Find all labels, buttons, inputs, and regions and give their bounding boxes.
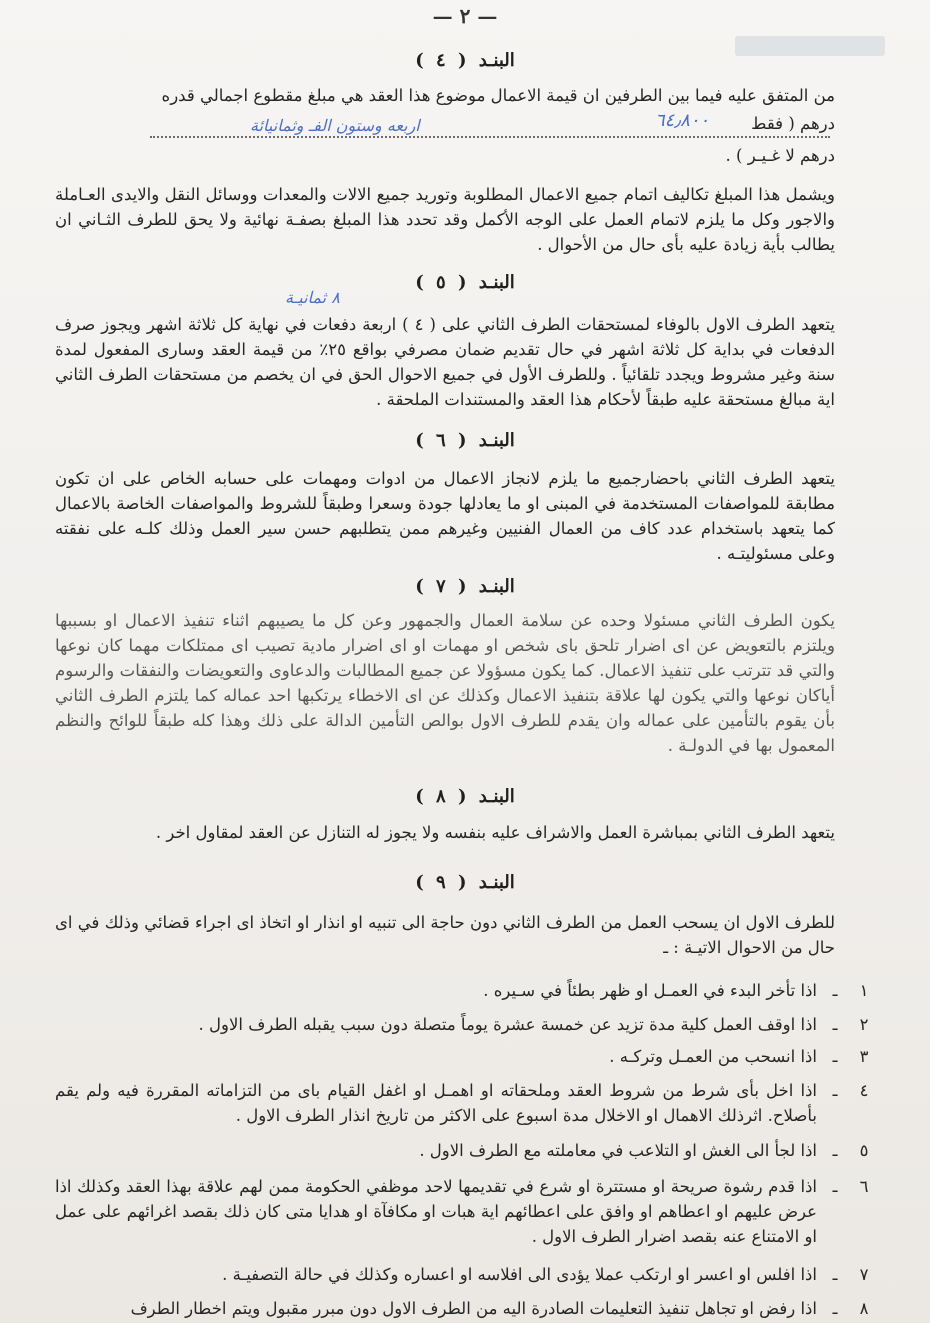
amount-dotted-rule (150, 136, 830, 138)
list-item-text: اذا افلس او اعسر او ارتكب عملا يؤدى الى افلاسه او اعساره وكذلك في حالة التصفيـة . (222, 1265, 817, 1284)
list-item-dash: ـ (832, 1081, 838, 1100)
list-item-number: ٣ (859, 1047, 869, 1066)
list-item-number: ٢ (859, 1015, 869, 1034)
list-item-dash: ـ (832, 1141, 838, 1160)
list-item-dash: ـ (832, 1299, 838, 1318)
list-item (55, 978, 875, 1003)
clause-6-paragraph: يتعهد الطرف الثاني باحضارجميع ما يلزم لانجاز الاعمال من ادوات ومهمات على حسابه الخاص على ان تكون مطابقة للمواصفات المستخدمة في المبنى او ما يعادلها جودة وسعرا وطبقاً للشروط والمواصفات الخاصة بالاعمال كما يتعهد باستخدام عدد كاف من العمال الفنيين وغيرهم ممن يتطلبهم حسن سير العمل وذلك كلـه على نفقته وعلى مسئوليتـه . (55, 469, 835, 563)
clause-4-heading: البنـد ( ٤ ) (415, 50, 515, 71)
list-item-text: اذا تأخر البدء في العمـل او ظهر بطئاً في سـيره . (483, 981, 817, 1000)
list-item (55, 1078, 875, 1128)
list-item (55, 1296, 875, 1321)
clause-5-paragraph: يتعهد الطرف الاول بالوفاء لمستحقات الطرف الثاني على ( ٤ ) اربعة دفعات في نهاية كل ثلاثة اشهر ويجوز صرف الدفعات في بداية كل ثلاثة اشهر في حال تقديم ضمان مصرفي بواقع ٢٥٪ من قيمة العقد وسارى المفعول لمدة سنة وغير مشروط ويجدد تلقائياً . وللطرف الأول في جميع الاحوال الحق في ان يخصم من مستحقات الطرف الثاني اية مبالغ مستحقة عليه طبقاً لأحكام هذا العقد والمستندات الملحقة . (55, 315, 835, 409)
clause-5-heading: البنـد ( ٥ ) (415, 272, 515, 293)
clause-6-heading: البنـد ( ٦ ) (415, 430, 515, 451)
list-item-number: ٧ (859, 1265, 869, 1284)
page-number: — ٢ — (432, 4, 498, 28)
clause-9-heading: البنـد ( ٩ ) (415, 872, 515, 893)
clause-8-heading: البنـد ( ٨ ) (415, 786, 515, 807)
list-item-number: ٦ (859, 1177, 869, 1196)
currency-label: درهم ( فقط (751, 114, 835, 133)
list-item-text: اذا قدم رشوة صريحة او مستترة او شرع في تقديمها لاحد موظفي الحكومة ممن لهم علاقة بهذا العقد وكذلك اذا عرض عليهم او اعطاهم او وافق على اعطائهم اية هبات او مكافآة او هدايا متى كان ذلك بقصد اغرائهم على عمل او الامتناع عنه بقصد اضرار الطرف الاول . (55, 1177, 817, 1246)
list-item-number: ٨ (859, 1299, 869, 1318)
list-item-dash: ـ (832, 1047, 838, 1066)
amount-digits-handwritten: ٦٤٫٨٠٠ (655, 110, 710, 131)
list-item-dash: ـ (832, 981, 838, 1000)
handwritten-correction: ٨ ثمانيـة (285, 288, 340, 307)
list-item-text: اذا انسحب من العمـل وتركـه . (609, 1047, 817, 1066)
list-item-dash: ـ (832, 1265, 838, 1284)
list-item-number: ٤ (859, 1081, 869, 1100)
clause-8-paragraph: يتعهد الطرف الثاني بمباشرة العمل والاشراف عليه بنفسه ولا يجوز له التنازل عن العقد لمقاول اخر . (155, 823, 835, 842)
list-item (55, 1138, 875, 1163)
clause-4-paragraph: ويشمل هذا المبلغ تكاليف اتمام جميع الاعمال المطلوبة وتوريد جميع الالات والمعدات ووسائل النقل والايدى العـاملة والاجور وكل ما يلزم لاتمام العمل على الوجه الأكمل وقد تحدد هذا المبلغ بصفـة نهائية ولا يحق للطرف الثـاني ان يطالب بأية زيادة عليه بأى حال من الأحوال . (55, 185, 835, 254)
list-item-dash: ـ (832, 1177, 838, 1196)
clause-4-line-1: من المتفق عليه فيما بين الطرفين ان قيمة الاعمال موضوع هذا العقد هي مبلغ مقطوع اجمالي قدره (161, 86, 835, 105)
clause-7-heading: البنـد ( ٧ ) (415, 576, 515, 597)
clause-4-line-3: درهم لا غـيـر ) . (725, 146, 835, 165)
clause-9-intro: للطرف الاول ان يسحب العمل من الطرف الثاني دون حاجة الى تنبيه او انذار او اتخاذ اى اجراء قضائي وذلك في اى حال من الاحوال الاتيـة : ـ (55, 913, 835, 957)
list-item (55, 1044, 875, 1069)
list-item (55, 1174, 875, 1249)
list-item-text: اذا اخل بأى شرط من شروط العقد وملحقاته او اهمـل او اغفل القيام باى من التزاماته المقررة فيه ولم يقم بأصلاح. اثرذلك الاهمال او الاخلال مدة اسبوع على الاكثر من تاريخ انذار الطرف الاول . (55, 1081, 817, 1125)
amount-written-handwritten: اربعه وستون الفـ وثمانيائة (250, 116, 420, 135)
list-item (55, 1262, 875, 1287)
list-item (55, 1012, 875, 1037)
list-item-text: اذا اوقف العمل كلية مدة تزيد عن خمسة عشرة يوماً متصلة دون سبب يقبله الطرف الاول . (198, 1015, 817, 1034)
clause-7-paragraph: يكون الطرف الثاني مسئولا وحده عن سلامة العمال والجمهور وعن كل ما يصيبهم اثناء تنفيذ الاعمال او بسببها ويلتزم بالتعويض عن اى اضرار تلحق باى شخص او مهمات او اى اضرار مادية تصيب اى ممتلكات مهما كان نوعها والتي قد تترتب على تنفيذ الاعمال. كما يكون مسؤولا عن جميع المطالبات والدعاوى والتعويضات والنفقات والرسوم أياكان نوعها والتي يكون لها علاقة بتنفيذ الاعمال وكذلك عن اى الاخطاء يرتكبها احد عماله كما يلتزم الطرف الثاني بأن يقوم بالتأمين على عماله وان يقدم للطرف الاول بوالص التأمين الدالة على ذلك وهذا كله طبقاً للوائح والنظم المعمول بها في الدولـة . (55, 611, 835, 755)
list-item-text: اذا رفض او تجاهل تنفيذ التعليمات الصادرة اليه من الطرف الاول دون مبرر مقبول ويتم اخطار الطرف (130, 1299, 817, 1318)
list-item-dash: ـ (832, 1015, 838, 1034)
list-item-number: ٥ (859, 1141, 869, 1160)
list-item-text: اذا لجأ الى الغش او التلاعب في معاملته مع الطرف الاول . (419, 1141, 817, 1160)
list-item-number: ١ (859, 981, 869, 1000)
